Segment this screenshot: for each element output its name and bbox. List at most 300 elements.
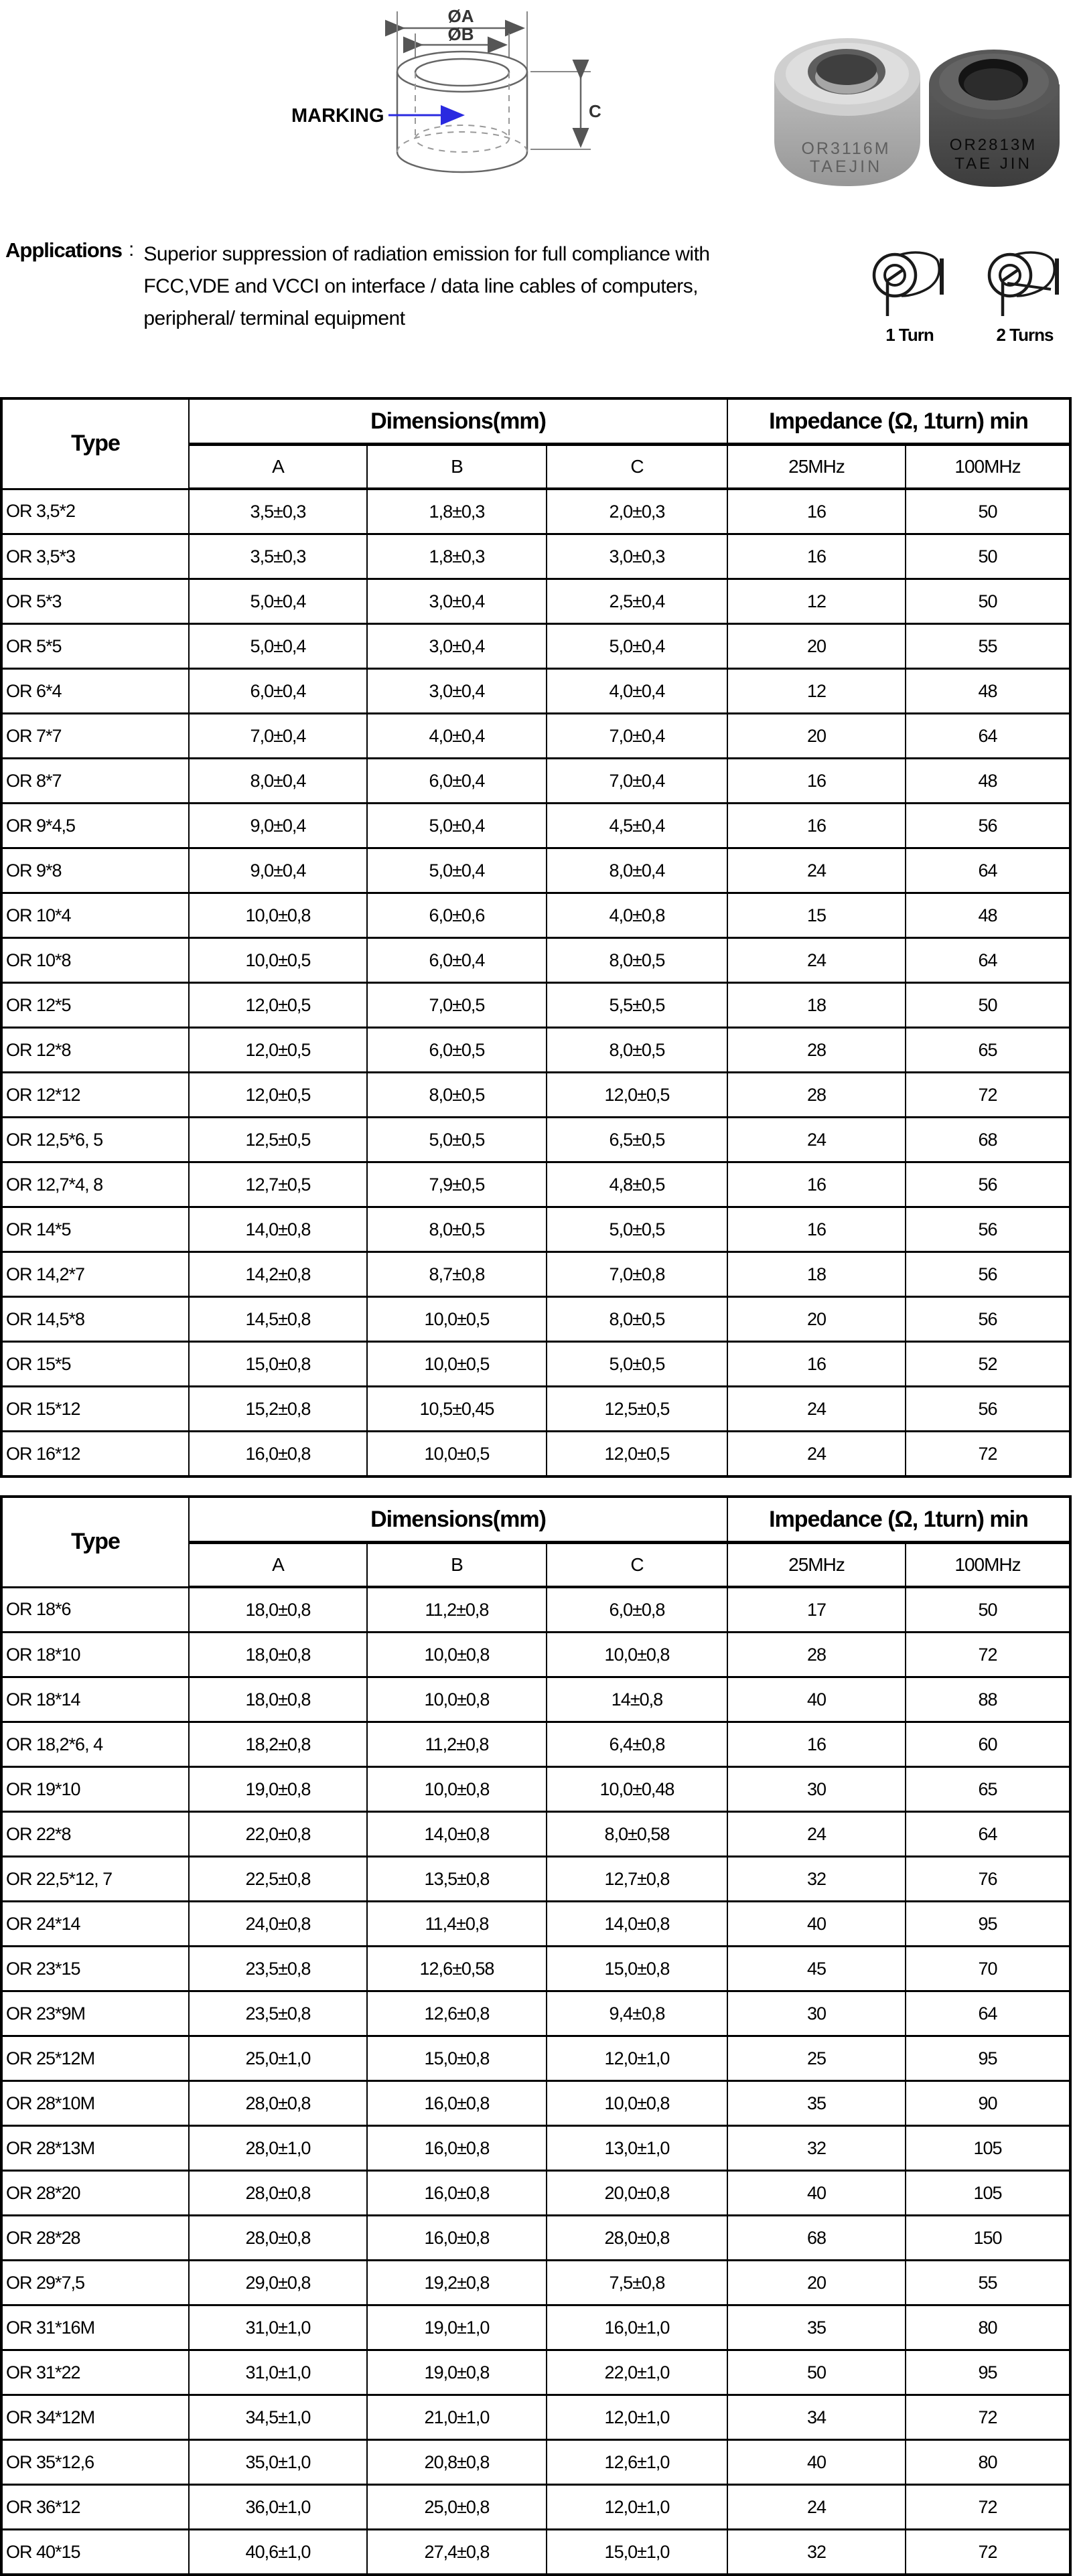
cell-imp-100mhz: 150 [906,2216,1070,2261]
cell-imp-25mhz: 12 [727,669,906,714]
cell-imp-100mhz: 64 [906,938,1070,983]
cell-dim-b: 8,7±0,8 [367,1252,547,1297]
cell-dim-c: 12,5±0,5 [547,1387,727,1432]
cell-dim-c: 4,5±0,4 [547,804,727,848]
cell-dim-b: 8,0±0,5 [367,1073,547,1118]
cell-dim-b: 6,0±0,6 [367,893,547,938]
cell-dim-b: 6,0±0,5 [367,1028,547,1073]
cell-imp-100mhz: 88 [906,1677,1070,1722]
cell-dim-b: 25,0±0,8 [367,2485,547,2530]
cell-dim-a: 8,0±0,4 [189,759,367,804]
cell-dim-c: 2,5±0,4 [547,579,727,624]
cell-imp-100mhz: 48 [906,669,1070,714]
cell-dim-b: 16,0±0,8 [367,2216,547,2261]
cell-type: OR 12*5 [1,983,189,1028]
cell-dim-b: 5,0±0,4 [367,848,547,893]
cell-imp-100mhz: 72 [906,2395,1070,2440]
applications-colon: : [129,238,135,260]
cell-dim-a: 28,0±0,8 [189,2081,367,2126]
cell-dim-a: 18,0±0,8 [189,1677,367,1722]
cell-imp-100mhz: 64 [906,848,1070,893]
header-type: Type [1,398,189,489]
cell-type: OR 9*4,5 [1,804,189,848]
cell-dim-a: 12,0±0,5 [189,1028,367,1073]
table-row [1,669,1070,714]
cell-type: OR 8*7 [1,759,189,804]
cell-imp-100mhz: 50 [906,1587,1070,1633]
cell-dim-c: 4,0±0,4 [547,669,727,714]
cell-imp-100mhz: 95 [906,1902,1070,1947]
cell-imp-25mhz: 35 [727,2081,906,2126]
cell-dim-a: 31,0±1,0 [189,2350,367,2395]
cell-imp-100mhz: 55 [906,2261,1070,2305]
cell-imp-25mhz: 40 [727,2440,906,2485]
table-row [1,2081,1070,2126]
gray-core-marking-line2: TAEJIN [809,157,883,176]
cell-imp-100mhz: 56 [906,1387,1070,1432]
core-photo-dark [926,42,1063,197]
cell-dim-b: 10,0±0,5 [367,1297,547,1342]
table-row [1,1767,1070,1812]
cell-dim-a: 7,0±0,4 [189,714,367,759]
applications-text [143,238,709,335]
table-row [1,1297,1070,1342]
cell-dim-c: 5,0±0,4 [547,624,727,669]
cell-dim-c: 9,4±0,8 [547,1991,727,2036]
cell-type: OR 14*5 [1,1207,189,1252]
cell-dim-b: 11,2±0,8 [367,1722,547,1767]
two-turns-label: 2 Turns [996,325,1054,345]
cell-dim-a: 15,0±0,8 [189,1342,367,1387]
cell-dim-b: 16,0±0,8 [367,2126,547,2171]
cell-dim-a: 14,0±0,8 [189,1207,367,1252]
cell-dim-b: 16,0±0,8 [367,2171,547,2216]
cell-dim-b: 21,0±1,0 [367,2395,547,2440]
cell-imp-25mhz: 40 [727,1677,906,1722]
cell-imp-100mhz: 50 [906,579,1070,624]
applications-line-1: Superior suppression of radiation emission for full compliance with [143,243,710,265]
cell-type: OR 22,5*12, 7 [1,1857,189,1902]
table-row [1,1587,1070,1633]
cell-dim-b: 19,0±1,0 [367,2305,547,2350]
cell-dim-a: 12,0±0,5 [189,1073,367,1118]
cell-type: OR 36*12 [1,2485,189,2530]
header-100mhz: 100MHz [906,445,1070,489]
cell-imp-25mhz: 28 [727,1028,906,1073]
cell-dim-b: 16,0±0,8 [367,2081,547,2126]
cell-type: OR 10*4 [1,893,189,938]
cell-imp-25mhz: 30 [727,1767,906,1812]
cell-imp-25mhz: 24 [727,1812,906,1857]
cell-imp-25mhz: 18 [727,1252,906,1297]
cell-dim-c: 8,0±0,58 [547,1812,727,1857]
table-row [1,1073,1070,1118]
cell-type: OR 28*10M [1,2081,189,2126]
one-turn-label: 1 Turn [885,325,934,345]
header-dimensions: Dimensions(mm) [189,398,727,445]
header-type: Type [1,1497,189,1587]
cell-type: OR 25*12M [1,2036,189,2081]
cell-dim-c: 10,0±0,8 [547,1633,727,1677]
cell-dim-c: 8,0±0,5 [547,938,727,983]
cell-dim-b: 10,0±0,5 [367,1432,547,1477]
cell-dim-a: 28,0±0,8 [189,2216,367,2261]
cell-imp-100mhz: 72 [906,1633,1070,1677]
cell-imp-25mhz: 32 [727,2530,906,2575]
cell-imp-100mhz: 105 [906,2171,1070,2216]
cell-imp-25mhz: 32 [727,2126,906,2171]
cell-imp-100mhz: 68 [906,1118,1070,1162]
cell-imp-100mhz: 56 [906,804,1070,848]
cell-dim-a: 19,0±0,8 [189,1767,367,1812]
cell-dim-c: 15,0±1,0 [547,2530,727,2575]
cell-dim-b: 19,0±0,8 [367,2350,547,2395]
cell-dim-a: 34,5±1,0 [189,2395,367,2440]
cell-type: OR 18*14 [1,1677,189,1722]
cell-dim-a: 31,0±1,0 [189,2305,367,2350]
cell-type: OR 19*10 [1,1767,189,1812]
cell-type: OR 34*12M [1,2395,189,2440]
cell-dim-a: 6,0±0,4 [189,669,367,714]
cell-type: OR 18,2*6, 4 [1,1722,189,1767]
cell-type: OR 12,5*6, 5 [1,1118,189,1162]
cell-dim-a: 28,0±0,8 [189,2171,367,2216]
cell-imp-25mhz: 15 [727,893,906,938]
cell-dim-b: 13,5±0,8 [367,1857,547,1902]
cell-imp-25mhz: 45 [727,1947,906,1991]
table-row [1,2126,1070,2171]
cell-dim-b: 11,2±0,8 [367,1587,547,1633]
header-dim-b: B [367,1543,547,1588]
table-row [1,1118,1070,1162]
table-row [1,2036,1070,2081]
cell-type: OR 9*8 [1,848,189,893]
table-row [1,1677,1070,1722]
cell-dim-b: 14,0±0,8 [367,1812,547,1857]
cell-imp-100mhz: 60 [906,1722,1070,1767]
cell-imp-100mhz: 76 [906,1857,1070,1902]
cell-imp-100mhz: 64 [906,1812,1070,1857]
cell-type: OR 28*20 [1,2171,189,2216]
cell-type: OR 23*15 [1,1947,189,1991]
cell-dim-c: 5,0±0,5 [547,1342,727,1387]
spec-table-2-body [1,1587,1070,2575]
cell-type: OR 12*12 [1,1073,189,1118]
table-row [1,2305,1070,2350]
cell-dim-c: 2,0±0,3 [547,489,727,534]
cell-dim-a: 24,0±0,8 [189,1902,367,1947]
cell-dim-c: 14±0,8 [547,1677,727,1722]
cell-dim-c: 14,0±0,8 [547,1902,727,1947]
applications-section [5,238,856,335]
cell-dim-c: 10,0±0,8 [547,2081,727,2126]
table-row [1,1432,1070,1477]
cell-imp-100mhz: 70 [906,1947,1070,1991]
cell-dim-b: 10,0±0,8 [367,1633,547,1677]
cell-dim-a: 9,0±0,4 [189,848,367,893]
dim-a-label: ØA [447,6,474,26]
cell-dim-c: 7,0±0,4 [547,759,727,804]
cell-imp-25mhz: 16 [727,804,906,848]
table-row [1,1342,1070,1387]
dim-b-label: ØB [447,24,474,44]
cell-dim-b: 5,0±0,4 [367,804,547,848]
cell-dim-b: 19,2±0,8 [367,2261,547,2305]
table-row [1,579,1070,624]
table-row [1,1991,1070,2036]
cell-imp-100mhz: 65 [906,1767,1070,1812]
cell-dim-b: 6,0±0,4 [367,938,547,983]
table-row [1,2530,1070,2575]
cell-dim-c: 8,0±0,4 [547,848,727,893]
cell-imp-25mhz: 16 [727,534,906,579]
cell-type: OR 35*12,6 [1,2440,189,2485]
cell-dim-a: 16,0±0,8 [189,1432,367,1477]
cell-dim-a: 3,5±0,3 [189,489,367,534]
cell-imp-100mhz: 80 [906,2305,1070,2350]
table-row [1,2350,1070,2395]
cell-dim-a: 3,5±0,3 [189,534,367,579]
cell-imp-25mhz: 20 [727,624,906,669]
table-row [1,1162,1070,1207]
cell-type: OR 3,5*3 [1,534,189,579]
cell-dim-a: 28,0±1,0 [189,2126,367,2171]
cell-dim-a: 36,0±1,0 [189,2485,367,2530]
cell-type: OR 7*7 [1,714,189,759]
cell-type: OR 40*15 [1,2530,189,2575]
cell-imp-100mhz: 90 [906,2081,1070,2126]
cell-dim-c: 12,0±1,0 [547,2485,727,2530]
cell-dim-c: 10,0±0,48 [547,1767,727,1812]
cell-dim-b: 7,0±0,5 [367,983,547,1028]
header-impedance: Impedance (Ω, 1turn) min [727,398,1070,445]
cell-dim-c: 12,0±0,5 [547,1432,727,1477]
gray-core-marking-line1: OR3116M [801,139,891,158]
cell-dim-c: 6,4±0,8 [547,1722,727,1767]
cell-type: OR 5*3 [1,579,189,624]
cell-imp-25mhz: 28 [727,1073,906,1118]
cell-imp-25mhz: 24 [727,1432,906,1477]
table-row [1,1633,1070,1677]
marking-label: MARKING [291,105,384,127]
cell-dim-a: 12,7±0,5 [189,1162,367,1207]
cell-dim-a: 18,2±0,8 [189,1722,367,1767]
cell-imp-25mhz: 20 [727,2261,906,2305]
cell-dim-b: 3,0±0,4 [367,579,547,624]
applications-label: Applications [5,238,123,262]
cell-dim-a: 14,2±0,8 [189,1252,367,1297]
cell-imp-25mhz: 40 [727,2171,906,2216]
cell-dim-a: 18,0±0,8 [189,1587,367,1633]
cell-dim-b: 20,8±0,8 [367,2440,547,2485]
table-row [1,489,1070,534]
cell-imp-100mhz: 56 [906,1162,1070,1207]
header-dim-a: A [189,1543,367,1588]
two-turns-item [975,245,1075,346]
table-row [1,938,1070,983]
cell-imp-100mhz: 64 [906,714,1070,759]
table-row [1,1857,1070,1902]
cell-imp-100mhz: 50 [906,534,1070,579]
cell-imp-25mhz: 30 [727,1991,906,2036]
cell-dim-a: 40,6±1,0 [189,2530,367,2575]
cell-dim-c: 13,0±1,0 [547,2126,727,2171]
cell-imp-25mhz: 16 [727,489,906,534]
cell-dim-a: 10,0±0,5 [189,938,367,983]
cell-type: OR 6*4 [1,669,189,714]
cell-imp-100mhz: 64 [906,1991,1070,2036]
table-row [1,1028,1070,1073]
header-dim-c: C [547,445,727,489]
cell-dim-b: 11,4±0,8 [367,1902,547,1947]
turn-illustrations [859,245,1075,346]
cell-imp-25mhz: 25 [727,2036,906,2081]
header-impedance: Impedance (Ω, 1turn) min [727,1497,1070,1543]
table-row [1,804,1070,848]
table-row [1,848,1070,893]
table-row [1,1947,1070,1991]
table-row [1,1722,1070,1767]
cell-dim-b: 6,0±0,4 [367,759,547,804]
cell-imp-25mhz: 28 [727,1633,906,1677]
cell-type: OR 3,5*2 [1,489,189,534]
cell-type: OR 31*22 [1,2350,189,2395]
cell-dim-c: 15,0±0,8 [547,1947,727,1991]
cell-dim-a: 14,5±0,8 [189,1297,367,1342]
table-row [1,2485,1070,2530]
applications-line-2: FCC,VDE and VCCI on interface / data line cables of computers, [143,275,699,297]
cell-imp-25mhz: 40 [727,1902,906,1947]
dim-c-label: C [589,101,601,121]
cell-imp-25mhz: 16 [727,1207,906,1252]
table-row [1,1252,1070,1297]
cell-dim-c: 6,0±0,8 [547,1587,727,1633]
table-row [1,983,1070,1028]
cell-type: OR 29*7,5 [1,2261,189,2305]
spec-table-1-body [1,489,1070,1476]
cell-imp-25mhz: 16 [727,1722,906,1767]
table-row [1,714,1070,759]
cell-dim-c: 4,8±0,5 [547,1162,727,1207]
cell-dim-c: 12,6±1,0 [547,2440,727,2485]
cell-dim-b: 4,0±0,4 [367,714,547,759]
header-100mhz: 100MHz [906,1543,1070,1588]
cell-dim-c: 5,0±0,5 [547,1207,727,1252]
header-25mhz: 25MHz [727,445,906,489]
cell-type: OR 28*13M [1,2126,189,2171]
cell-dim-c: 20,0±0,8 [547,2171,727,2216]
spec-table-small-sizes [0,397,1072,1478]
cell-imp-100mhz: 52 [906,1342,1070,1387]
cell-imp-25mhz: 12 [727,579,906,624]
cell-dim-b: 3,0±0,4 [367,624,547,669]
cell-type: OR 16*12 [1,1432,189,1477]
cell-imp-25mhz: 20 [727,714,906,759]
cell-type: OR 15*12 [1,1387,189,1432]
cell-dim-b: 8,0±0,5 [367,1207,547,1252]
cell-dim-c: 8,0±0,5 [547,1028,727,1073]
cell-dim-a: 9,0±0,4 [189,804,367,848]
dark-core-marking-line1: OR2813M [949,136,1037,154]
cell-imp-100mhz: 65 [906,1028,1070,1073]
table-row [1,1387,1070,1432]
cell-dim-c: 28,0±0,8 [547,2216,727,2261]
table-row [1,534,1070,579]
cell-imp-100mhz: 56 [906,1207,1070,1252]
cell-type: OR 12,7*4, 8 [1,1162,189,1207]
table-row [1,624,1070,669]
cell-dim-c: 22,0±1,0 [547,2350,727,2395]
cell-dim-c: 4,0±0,8 [547,893,727,938]
cell-dim-a: 25,0±1,0 [189,2036,367,2081]
cell-imp-25mhz: 24 [727,938,906,983]
table-row [1,2440,1070,2485]
cell-dim-c: 3,0±0,3 [547,534,727,579]
cell-imp-25mhz: 32 [727,1857,906,1902]
cell-imp-25mhz: 34 [727,2395,906,2440]
cell-dim-c: 12,0±0,5 [547,1073,727,1118]
cell-dim-b: 15,0±0,8 [367,2036,547,2081]
table-row [1,759,1070,804]
header-25mhz: 25MHz [727,1543,906,1588]
cell-type: OR 12*8 [1,1028,189,1073]
cell-imp-100mhz: 56 [906,1297,1070,1342]
cell-dim-c: 16,0±1,0 [547,2305,727,2350]
cell-dim-a: 15,2±0,8 [189,1387,367,1432]
cell-imp-25mhz: 50 [727,2350,906,2395]
cell-imp-25mhz: 16 [727,1342,906,1387]
cell-imp-25mhz: 35 [727,2305,906,2350]
cell-dim-a: 5,0±0,4 [189,579,367,624]
cell-type: OR 23*9M [1,1991,189,2036]
table-row [1,1902,1070,1947]
cell-dim-c: 12,0±1,0 [547,2036,727,2081]
one-turn-item [859,245,960,346]
cell-dim-b: 1,8±0,3 [367,534,547,579]
one-turn-icon [869,245,950,320]
cell-type: OR 5*5 [1,624,189,669]
cell-dim-c: 7,0±0,8 [547,1252,727,1297]
table-row [1,893,1070,938]
cell-imp-100mhz: 95 [906,2036,1070,2081]
core-dimension-diagram [288,3,810,224]
cell-dim-b: 5,0±0,5 [367,1118,547,1162]
table-row [1,1207,1070,1252]
cell-imp-25mhz: 17 [727,1587,906,1633]
cell-dim-b: 7,9±0,5 [367,1162,547,1207]
cell-imp-25mhz: 68 [727,2216,906,2261]
cell-dim-b: 12,6±0,58 [367,1947,547,1991]
cell-type: OR 15*5 [1,1342,189,1387]
cell-imp-100mhz: 72 [906,1432,1070,1477]
cell-imp-25mhz: 20 [727,1297,906,1342]
cell-imp-100mhz: 50 [906,983,1070,1028]
cell-imp-25mhz: 24 [727,2485,906,2530]
header-dim-b: B [367,445,547,489]
cell-dim-a: 23,5±0,8 [189,1991,367,2036]
cell-dim-c: 8,0±0,5 [547,1297,727,1342]
cell-dim-c: 12,7±0,8 [547,1857,727,1902]
cell-dim-b: 10,0±0,8 [367,1677,547,1722]
table-row [1,2171,1070,2216]
header-dim-c: C [547,1543,727,1588]
cell-type: OR 22*8 [1,1812,189,1857]
cell-dim-b: 10,5±0,45 [367,1387,547,1432]
cell-imp-25mhz: 16 [727,759,906,804]
cell-dim-a: 35,0±1,0 [189,2440,367,2485]
table-row [1,2216,1070,2261]
cell-type: OR 18*6 [1,1587,189,1633]
